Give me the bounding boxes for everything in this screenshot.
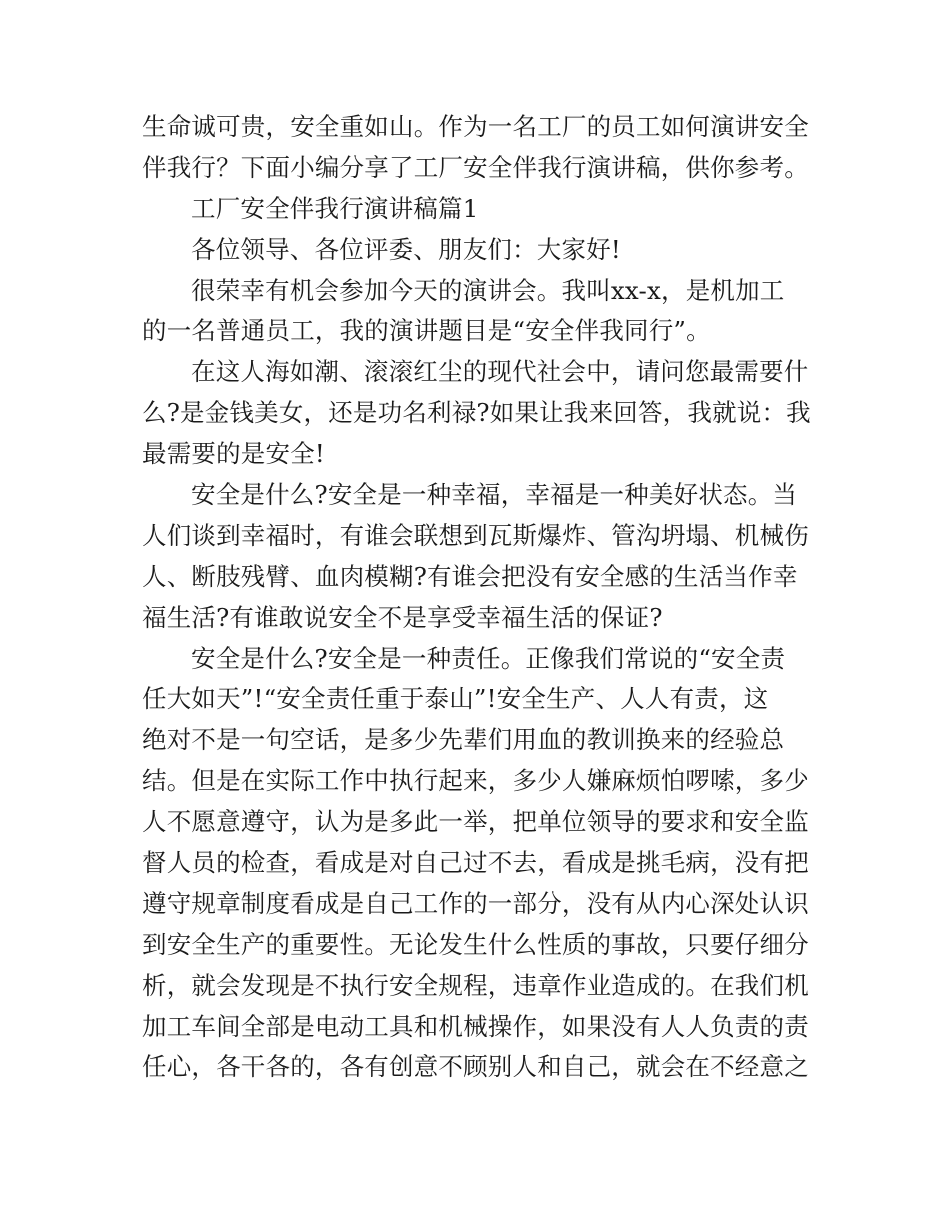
text-line: 加工车间全部是电动工具和机械操作，如果没有人人负责的责 — [142, 1011, 809, 1041]
text-line: 的一名普通员工，我的演讲题目是“安全伴我同行”。 — [142, 316, 711, 346]
text-line: 人不愿意遵守，认为是多此一举，把单位领导的要求和安全监 — [142, 807, 809, 837]
text-line: 安全是什么?安全是一种责任。正像我们常说的“安全责 — [191, 643, 786, 673]
text-line: 福生活?有谁敢说安全不是享受幸福生活的保证? — [142, 602, 663, 632]
text-line: 人、断肢残臂、血肉模糊?有谁会把没有安全感的生活当作幸 — [142, 561, 798, 591]
text-line: 到安全生产的重要性。无论发生什么性质的事故，只要仔细分 — [142, 929, 809, 959]
text-line: 在这人海如潮、滚滚红尘的现代社会中，请问您最需要什 — [191, 357, 809, 387]
greeting-line: 各位领导、各位评委、朋友们：大家好! — [191, 234, 621, 264]
document-body — [142, 107, 814, 1088]
text-line: 任大如天”!“安全责任重于泰山”!安全生产、人人有责，这 — [142, 684, 769, 714]
text-line: 督人员的检查，看成是对自己过不去，看成是挑毛病，没有把 — [142, 848, 809, 878]
section-heading: 工厂安全伴我行演讲稿篇1 — [191, 193, 479, 223]
text-line: 任心，各干各的，各有创意不顾别人和自己，就会在不经意之 — [142, 1052, 809, 1082]
text-line: 生命诚可贵，安全重如山。作为一名工厂的员工如何演讲安全 — [142, 112, 809, 141]
text-line: 析，就会发现是不执行安全规程，违章作业造成的。在我们机 — [142, 970, 809, 1000]
text-line: 人们谈到幸福时，有谁会联想到瓦斯爆炸、管沟坍塌、机械伤 — [142, 520, 809, 550]
text-line: 伴我行？下面小编分享了工厂安全伴我行演讲稿，供你参考。 — [142, 152, 809, 182]
text-line: 绝对不是一句空话，是多少先辈们用血的教训换来的经验总 — [142, 725, 785, 755]
text-line: 安全是什么?安全是一种幸福，幸福是一种美好状态。当 — [191, 480, 798, 510]
text-line: 很荣幸有机会参加今天的演讲会。我叫xx-x，是机加工 — [191, 275, 785, 305]
text-line: 么?是金钱美女，还是功名利禄?如果让我来回答，我就说：我 — [142, 398, 811, 428]
text-line: 结。但是在实际工作中执行起来，多少人嫌麻烦怕啰嗦，多少 — [142, 766, 809, 796]
text-line: 遵守规章制度看成是自己工作的一部分，没有从内心深处认识 — [142, 888, 809, 918]
text-line: 最需要的是安全! — [142, 439, 325, 469]
